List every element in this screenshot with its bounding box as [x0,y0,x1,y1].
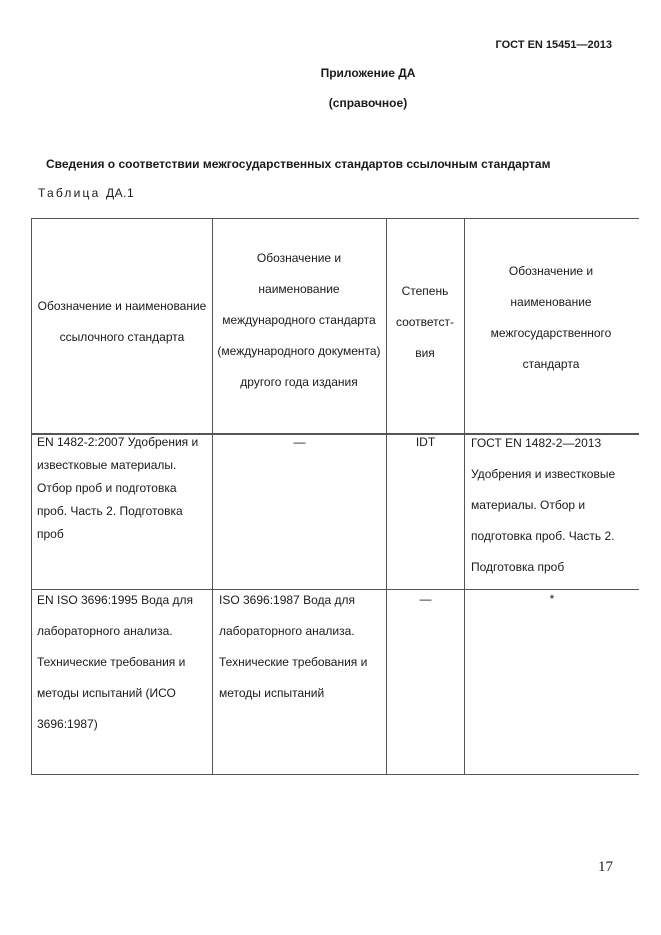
correspondence-table [31,218,639,775]
annex-title: Приложение ДА [320,66,416,80]
table-caption-label: Таблица [38,186,101,200]
column-header-reference [37,272,207,372]
row-1-interstate: ГОСТ EN 1482-2—2013 Удобрения и известковые материалы. Отбор и подготовка проб. Часть 2. Подготовка проб [471,436,616,574]
row-2-reference: EN ISO 3696:1995 Вода для лабораторного анализа. Технические требования и методы испытаний (ИСО 3696:1987) [37,593,193,731]
column-header-interstate-text: Обозначение и наименование межгосударственного стандарта [490,264,612,371]
table-caption-number: ДА.1 [106,186,135,200]
page-number: 17 [598,859,613,875]
row-1-degree: IDT [415,435,436,449]
column-header-reference-text: Обозначение и наименование ссылочного стандарта [37,299,207,344]
row-1-international: — [293,435,306,449]
column-header-international [217,212,381,428]
column-header-degree-text: Степень соответст-вия [395,283,455,360]
column-divider-2 [386,218,387,775]
row-2-interstate: * [549,592,555,606]
column-header-degree [391,272,459,372]
column-header-international-text: Обозначение и наименование международного стандарта (международного документа) другого года издания [217,250,381,389]
section-heading: Сведения о соответствии межгосударственных стандартов ссылочным стандартам [46,157,551,171]
standard-code: ГОСТ EN 15451—2013 [495,39,612,51]
annex-status: (справочное) [328,96,408,110]
row-2-international: ISO 3696:1987 Вода для лабораторного анализа. Технические требования и методы испытаний [219,593,368,700]
table-border-bottom [31,774,639,775]
row-1-reference: EN 1482-2:2007 Удобрения и известковые материалы. Отбор проб и подготовка проб. Часть 2. Подготовка проб [37,435,199,541]
table-caption [38,186,134,200]
row-2-degree: — [419,592,432,606]
column-header-interstate [471,258,631,378]
